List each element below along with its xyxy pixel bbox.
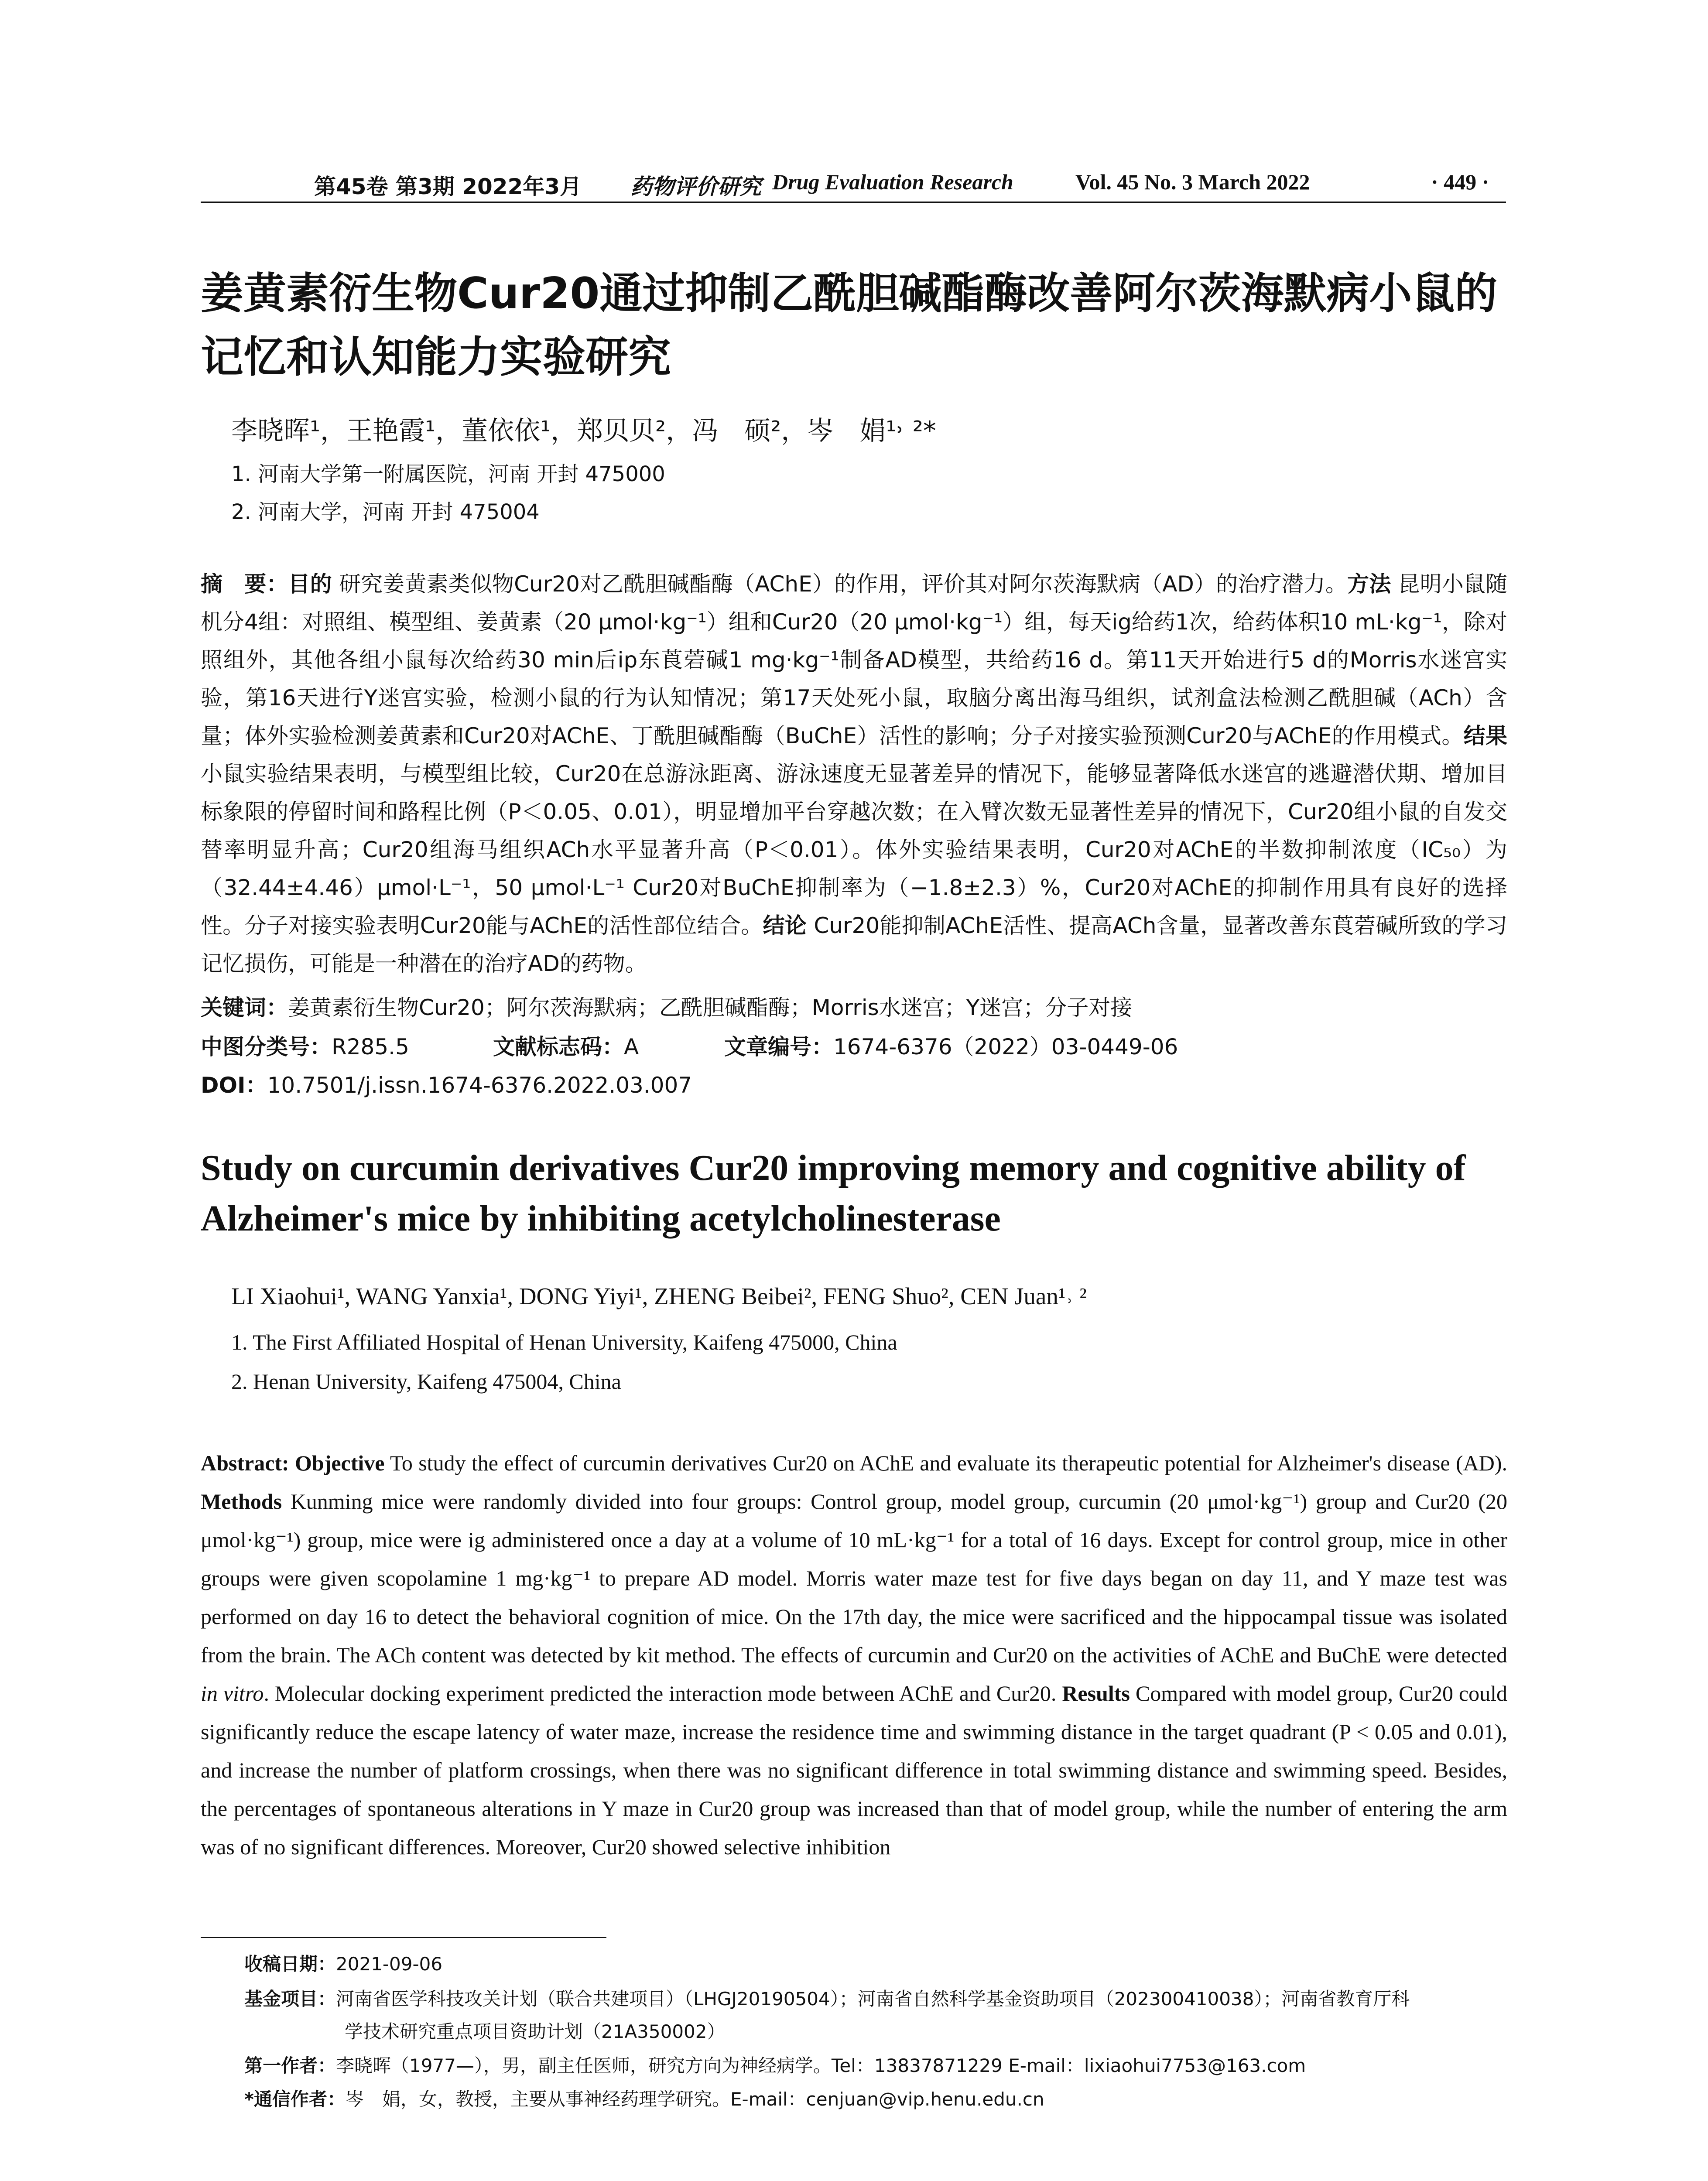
cn-abstract-label: 摘 要：: [201, 571, 288, 597]
cn-doi-label: DOI：: [201, 1073, 267, 1098]
cn-methods: 昆明小鼠随机分4组：对照组、模型组、姜黄素（20 μmol·kg⁻¹）组和Cur20（20 μmol·kg⁻¹）组，每天ig给药1次，给药体积10 mL·kg⁻¹，除对照组外，其他各组小鼠每次给药30 min后ip东莨菪碱1 mg·kg⁻¹制备AD模型，共给药16 d。第11天开始进行5 d的Morris水迷宫实验，第16天进行Y迷宫实验，检测小鼠的行为认知情况；第17天处死小鼠，取脑分离出海马组织，试剂盒法检测乙酰胆碱（ACh）含量；体外实验检测姜黄素和Cur20对AChE、丁酰胆碱酯酶（BuChE）活性的影响；分子对接实验预测Cur20与AChE的作用模式。: [201, 571, 1508, 749]
en-methods-label: Methods: [201, 1489, 282, 1514]
cn-results: 小鼠实验结果表明，与模型组比较，Cur20在总游泳距离、游泳速度无显著差异的情况下，能够显著降低水迷宫的逃避潜伏期、增加目标象限的停留时间和路程比例（P＜0.05、0.01），明显增加平台穿越次数；在入臂次数无显著性差异的情况下，Cur20组小鼠的自发交替率明显升高；Cur20组海马组织ACh水平显著升高（P＜0.01）。体外实验结果表明，Cur20对AChE的半数抑制浓度（IC₅₀）为（32.44±4.46）μmol·L⁻¹，50 μmol·L⁻¹ Cur20对BuChE抑制率为（−1.8±2.3）%，Cur20对AChE的抑制作用具有良好的选择性。分子对接实验表明Cur20能与AChE的活性部位结合。: [201, 761, 1507, 938]
header-page-number: · 449 ·: [1431, 170, 1489, 194]
cn-clc-label: 中图分类号：: [201, 1034, 332, 1060]
running-header: [201, 165, 1509, 200]
cn-methods-label: 方法: [1347, 571, 1391, 597]
fn-first-author-text: 李晓晖（1977—），男，副主任医师，研究方向为神经病学。Tel：13837871229 E-mail：lixiaohui7753@163.com: [336, 2055, 1306, 2076]
cn-clc: R285.5: [332, 1034, 409, 1060]
fn-corresponding: [244, 2085, 1044, 2111]
fn-corresponding-label: *通信作者：: [244, 2089, 346, 2110]
fn-fund: [244, 1985, 1410, 2011]
cn-doccode-label: 文献标志码：: [493, 1034, 624, 1060]
en-abstract-label: Abstract:: [201, 1451, 289, 1475]
cn-keywords-text: 姜黄素衍生物Cur20；阿尔茨海默病；乙酰胆碱酯酶；Morris水迷宫；Y迷宫；分子对接: [288, 995, 1133, 1020]
cn-clc-row: [201, 1029, 409, 1061]
cn-abstract: [201, 565, 1507, 983]
cn-article: 1674-6376（2022）03-0449-06: [833, 1034, 1178, 1060]
en-objective: To study the effect of curcumin derivatives Cur20 on AChE and evaluate its therapeutic potential for Alzheimer's disease (AD).: [390, 1451, 1507, 1475]
fn-fund-label: 基金项目：: [244, 1988, 336, 2010]
cn-article-row: [724, 1029, 1178, 1061]
cn-doi-row: [201, 1068, 692, 1099]
fn-received: [244, 1950, 442, 1976]
header-journal-cn-logo: 药物评价研究: [630, 174, 761, 199]
fn-received-date: 2021-09-06: [336, 1953, 443, 1975]
en-results: Compared with model group, Cur20 could significantly reduce the escape latency of water maze, increase the residence time and swimming distance in the target quadrant (P < 0.05 and 0.01), and increase the number of platform crossings, when there was no significant difference in total swimming distance and swimming speed. Besides, the percentages of spontaneous alterations in Y maze in Cur20 group was increased than that of model group, while the number of entering the arm was of no significant differences. Moreover, Cur20 showed selective inhibition: [201, 1681, 1507, 1859]
cn-doi: 10.7501/j.issn.1674-6376.2022.03.007: [267, 1073, 692, 1098]
fn-first-author: [244, 2051, 1306, 2078]
cn-affiliation-2: 2. 河南大学，河南 开封 475004: [231, 500, 540, 524]
en-affiliation-2: 2. Henan University, Kaifeng 475004, China: [231, 1369, 621, 1394]
cn-objective-label: 目的: [288, 571, 332, 597]
cn-authors: 李晓晖¹，王艳霞¹，董依依¹，郑贝贝²，冯 硕²，岑 娟¹˒ ²*: [231, 416, 936, 446]
fn-received-label: 收稿日期：: [244, 1953, 336, 1975]
fn-fund-line-1: 河南省医学科技攻关计划（联合共建项目）（LHGJ20190504）；河南省自然科学基金资助项目（202300410038）；河南省教育厅科: [336, 1988, 1410, 2010]
cn-doccode: A: [624, 1034, 639, 1060]
cn-results-label: 结果: [1463, 723, 1507, 749]
cn-conclusion: Cur20能抑制AChE活性、提高ACh含量，显著改善东莨菪碱所致的学习记忆损伤，可能是一种潜在的治疗AD的药物。: [201, 913, 1507, 976]
cn-objective: 研究姜黄素类似物Cur20对乙酰胆碱酯酶（AChE）的作用，评价其对阿尔茨海默病（AD）的治疗潜力。: [339, 571, 1348, 597]
en-methods-part2: . Molecular docking experiment predicted the interaction mode between AChE and Cur20.: [264, 1681, 1057, 1706]
fn-fund-line-2: 学技术研究重点项目资助计划（21A350002）: [345, 2021, 726, 2042]
en-results-label: Results: [1062, 1681, 1130, 1706]
cn-conclusion-label: 结论: [763, 913, 807, 938]
en-in-vitro: in vitro: [201, 1681, 264, 1706]
footnote-rule: [201, 1937, 606, 1938]
en-affiliation-1: 1. The First Affiliated Hospital of Henan University, Kaifeng 475000, China: [231, 1330, 897, 1354]
header-volume-cn: 第45卷 第3期 2022年3月: [314, 174, 582, 199]
header-rule: [201, 202, 1506, 203]
cn-keywords: [201, 990, 1132, 1022]
en-objective-label: Objective: [295, 1451, 385, 1475]
header-journal-en: Drug Evaluation Research: [772, 170, 1013, 194]
cn-affiliation-1: 1. 河南大学第一附属医院，河南 开封 475000: [231, 462, 665, 486]
en-abstract: [201, 1444, 1507, 1866]
fn-first-author-label: 第一作者：: [244, 2055, 336, 2076]
header-volume-en: Vol. 45 No. 3 March 2022: [1075, 170, 1310, 194]
en-methods-part1: Kunming mice were randomly divided into four groups: Control group, model group, curcumin (20 μmol·kg⁻¹) group and Cur20 (20 μmol·kg⁻¹) group, mice were ig administered once a day at a volume of 10 mL·kg⁻¹ for a total of 16 days. Except for control group, mice in other groups were given scopolamine 1 mg·kg⁻¹ to prepare AD model. Morris water maze test for five days began on day 11, and Y maze test was performed on day 16 to detect the behavioral cognition of mice. On the 17th day, the mice were sacrificed and the hippocampal tissue was isolated from the brain. The ACh content was detected by kit method. The effects of curcumin and Cur20 on the activities of AChE and BuChE were detected: [201, 1489, 1508, 1667]
cn-article-label: 文章编号：: [724, 1034, 833, 1060]
cn-keywords-label: 关键词：: [201, 995, 288, 1020]
en-authors: LI Xiaohui¹, WANG Yanxia¹, DONG Yiyi¹, ZHENG Beibei², FENG Shuo², CEN Juan¹˒ ²: [231, 1283, 1087, 1309]
fn-corresponding-text: 岑 娟，女，教授，主要从事神经药理学研究。E-mail：cenjuan@vip.henu.edu.cn: [345, 2089, 1044, 2110]
cn-title: 姜黄素衍生物Cur20通过抑制乙酰胆碱酯酶改善阿尔茨海默病小鼠的记忆和认知能力实验研究: [201, 269, 1498, 382]
cn-doccode-row: [493, 1029, 639, 1061]
en-title: Study on curcumin derivatives Cur20 improving memory and cognitive ability of Alzheimer's mice by inhibiting acetylcholinesterase: [201, 1148, 1466, 1239]
